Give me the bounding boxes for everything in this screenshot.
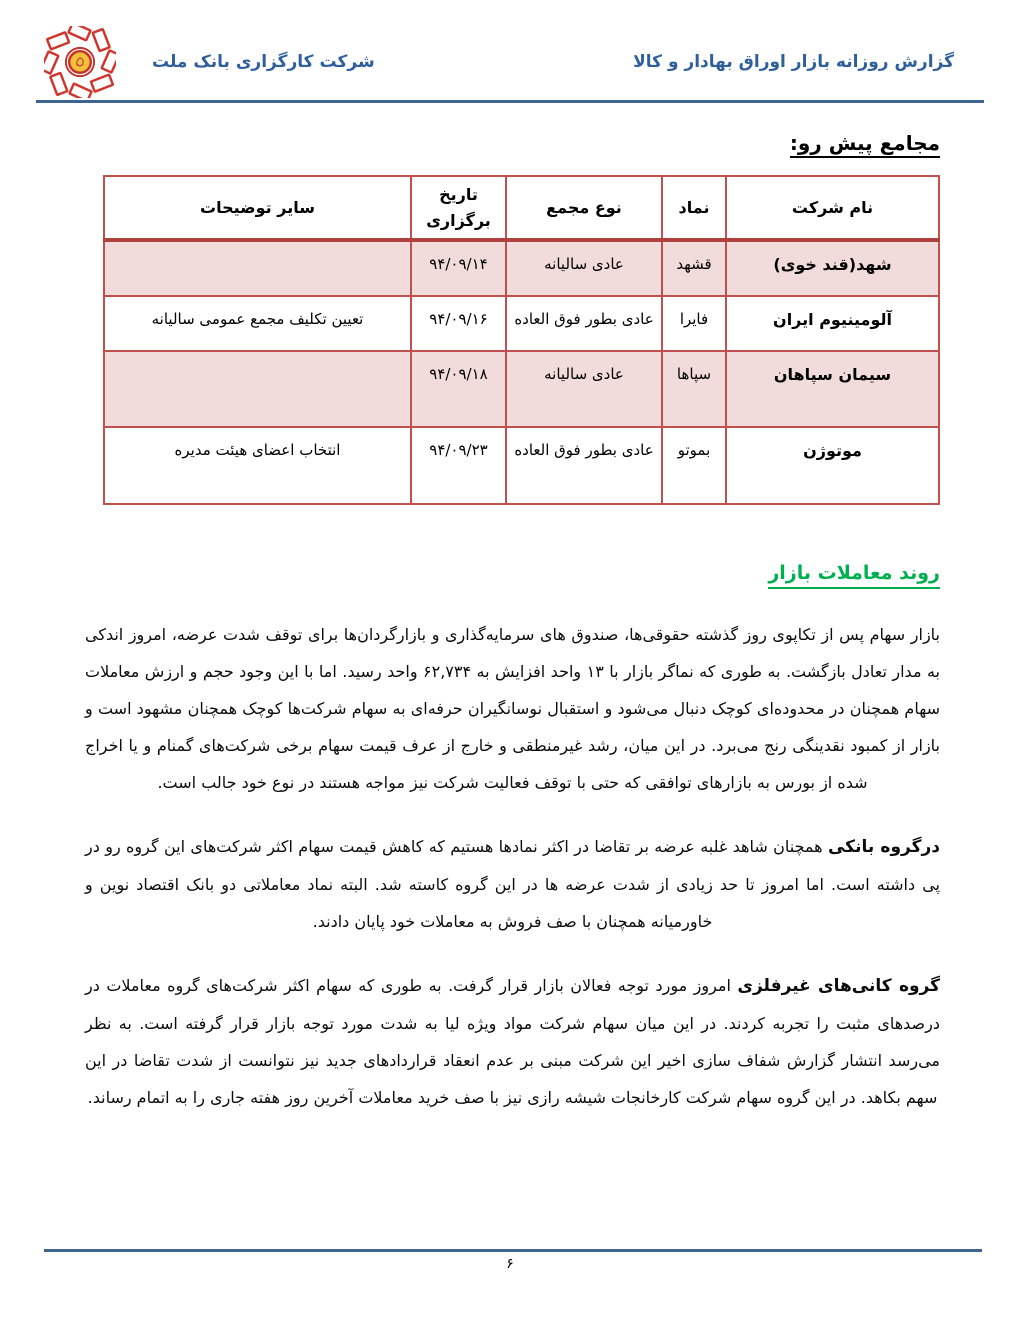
company-cell: موتوژن	[726, 427, 939, 504]
symbol-cell: قشهد	[662, 240, 726, 296]
column-header-company: نام شرکت	[726, 176, 939, 240]
main-content	[85, 118, 940, 1116]
bank-mellat-logo-icon	[44, 26, 116, 98]
symbol-cell: فایرا	[662, 296, 726, 351]
report-title: گزارش روزانه بازار اوراق بهادار و کالا	[633, 52, 954, 72]
symbol-cell: بموتو	[662, 427, 726, 504]
assembly-type-cell: عادی بطور فوق العاده	[506, 427, 662, 504]
paragraph-text: امروز مورد توجه فعالان بازار قرار گرفت. به طوری که سهام اکثر شرکت‌های گروه معاملات در درصدهای مثبت را تجربه کردند. در این میان سهام شرکت مواد ویژه لیا به شدت مورد توجه بازار قرار گرفته است. به نظر می‌رسد انتشار گزارش شفاف سازی اخیر این شرکت مبنی بر عدم انعقاد قراردادهای جدید نیز نتوانست از شدت تقاضا در این سهم بکاهد. در این گروه سهام شرکت کارخانجات شیشه رازی نیز با صف خرید معاملات آخرین روز هفته جاری را به اتمام رساند.	[85, 976, 940, 1107]
header-divider	[36, 100, 984, 103]
page-number: ۶	[506, 1256, 514, 1272]
company-cell: آلومینیوم ایران	[726, 296, 939, 351]
notes-cell: تعیین تکلیف مجمع عمومی سالیانه	[104, 296, 411, 351]
table-row	[104, 351, 939, 427]
table-row	[104, 296, 939, 351]
date-cell: ۹۴/۰۹/۱۴	[411, 240, 506, 296]
market-paragraph-2	[85, 828, 940, 940]
pinwheel-logo-icon	[44, 26, 116, 98]
company-cell: شهد(قند خوی)	[726, 240, 939, 296]
date-cell: ۹۴/۰۹/۱۶	[411, 296, 506, 351]
symbol-cell: سپاها	[662, 351, 726, 427]
assembly-type-cell: عادی بطور فوق العاده	[506, 296, 662, 351]
table-row	[104, 240, 939, 296]
table-header-row	[104, 176, 939, 240]
footer-divider	[44, 1249, 982, 1252]
notes-cell	[104, 240, 411, 296]
column-header-assembly-type: نوع مجمع	[506, 176, 662, 240]
date-cell: ۹۴/۰۹/۲۳	[411, 427, 506, 504]
column-header-symbol: نماد	[662, 176, 726, 240]
market-trend-section-title: روند معاملات بازار	[768, 562, 940, 589]
assembly-type-cell: عادی سالیانه	[506, 351, 662, 427]
notes-cell: انتخاب اعضای هیئت مدیره	[104, 427, 411, 504]
page-header	[38, 26, 982, 98]
assemblies-section-title: مجامع پیش رو:	[790, 131, 940, 158]
table-row	[104, 427, 939, 504]
date-cell: ۹۴/۰۹/۱۸	[411, 351, 506, 427]
market-paragraph-3	[85, 967, 940, 1116]
paragraph-text: بازار سهام پس از تکاپوی روز گذشته حقوقی‌ها، صندوق های سرمایه‌گذاری و بازارگردان‌ها برای توقف شدت عرضه، امروز اندکی به مدار تعادل بازگشت. به طوری که نماگر بازار با ۱۳ واحد افزایش به ۶۲,۷۳۴ واحد رسید. اما با این وجود حجم و ارزش معاملات سهام همچنان در محدوده‌ای کوچک دنبال می‌شود و استقبال نوسانگیران حرفه‌ای به سهام شرکت‌ها کوچک همچنان مشهود است و بازار از کمبود نقدینگی رنج می‌برد. در این میان، رشد غیرمنطقی و خارج از عرف قیمت سهام برخی شرکت‌های گمنام و یا اخراج شده از بورس به بازارهای توافقی که حتی با توقف فعالیت شرکت نیز مواجه هستند در نوع خود جالب است.	[85, 625, 940, 792]
market-paragraph-1	[85, 616, 940, 801]
column-header-date: تاریخ برگزاری	[411, 176, 506, 240]
paragraph-text: همچنان شاهد غلبه عرضه بر تقاضا در اکثر نمادها هستیم که کاهش قیمت سهام اکثر شرکت‌های این گروه رو در پی داشته است. اما امروز تا حد زیادی از شدت عرضه ها در این گروه کاسته شد. البته نماد معاملاتی دو بانک اقتصاد نوین و خاورمیانه همچنان با صف فروش به معاملات خود پایان دادند.	[85, 837, 940, 931]
paragraph-lead: گروه کانی‌های غیرفلزی	[737, 976, 941, 996]
notes-cell	[104, 351, 411, 427]
paragraph-lead: درگروه بانکی	[827, 837, 940, 857]
company-cell: سیمان سپاهان	[726, 351, 939, 427]
brokerage-company-name: شرکت کارگزاری بانک ملت	[152, 52, 375, 72]
upcoming-assemblies-table	[103, 175, 940, 505]
assembly-type-cell: عادی سالیانه	[506, 240, 662, 296]
column-header-notes: سایر توضیحات	[104, 176, 411, 240]
